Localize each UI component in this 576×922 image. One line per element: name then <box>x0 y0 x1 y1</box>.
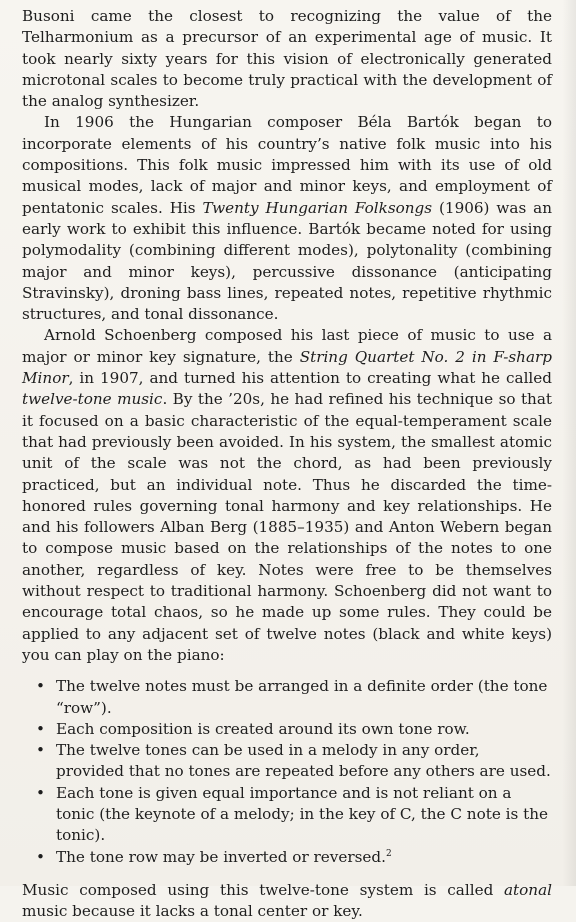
rule-text: The twelve tones can be used in a melody in any order, provided that no tones are repeated before any others are used. <box>56 741 551 781</box>
atonal-text-2: music because it lacks a tonal center or key. <box>22 902 363 921</box>
string-quartet-title: String Quartet No. 2 in F-sharp Minor <box>22 347 552 388</box>
schoenberg-text-1: Arnold Schoenberg composed his last piece of music to use a major or minor key signature, the <box>22 326 552 366</box>
bullet-icon: • <box>36 741 45 760</box>
page-text <box>22 6 552 922</box>
schoenberg-text-3: . By the ’20s, he had refined his technique so that it focused on a basic characteristic of the equal-temperament scale that had previously been avoided. In his system, the smallest atomic unit of the scale was not the chord, as had been previously practiced, but an individual note. Thus he discarded the time-honored rules governing tonal harmony and key relationships. He and his followers Alban Berg (1885–1935) and Anton Webern began to compose music based on the relationships of the notes to one another, regardless of key. Notes were free to be themselves without respect to traditional harmony. Schoenberg did not want to encourage total chaos, so he made up some rules. They could be applied to any adjacent set of twelve notes (black and white keys) you can play on the piano: <box>22 390 552 664</box>
bartok-text-1: In 1906 the Hungarian composer Béla Bartók began to incorporate elements of his country’s native folk music into his compositions. This folk music impressed him with its use of old musical modes, lack of major and minor keys, and employment of pentatonic scales. His <box>22 113 552 217</box>
rule-item <box>22 783 552 847</box>
paragraph-bartok <box>22 112 552 325</box>
rule-item <box>22 676 552 719</box>
paragraph-busoni: Busoni came the closest to recognizing the value of the Telharmonium as a precursor of an experimental age of music. It took nearly sixty years for this vision of electronically generated microtonal scales to become truly practical with the development of the analog synthesizer. <box>22 7 552 111</box>
rule-item <box>22 719 552 740</box>
twelve-tone-term: twelve-tone music <box>22 390 163 409</box>
paragraph-atonal <box>22 880 552 922</box>
rule-item <box>22 740 552 783</box>
bartok-text-2: (1906) was an early work to exhibit this influence. Bartók became noted for using polymodality (combining different modes), polytonality (combining major and minor keys), percussive dissonance (anticipating Stravinsky), droning bass lines, repeated notes, repetitive rhythmic structures, and tonal dissonance. <box>22 198 552 324</box>
schoenberg-text-2: , in 1907, and turned his attention to creating what he called <box>68 369 552 388</box>
paragraph-schoenberg <box>22 325 552 666</box>
twenty-hungarian-folksongs-title: Twenty Hungarian Folksongs <box>202 198 433 217</box>
rule-item <box>22 847 552 868</box>
footnote-reference: 2 <box>385 848 392 859</box>
bullet-icon: • <box>36 719 45 738</box>
bullet-icon: • <box>36 783 45 802</box>
rule-text: The twelve notes must be arranged in a definite order (the tone “row”). <box>56 677 548 717</box>
rule-text: Each tone is given equal importance and is not reliant on a tonic (the keynote of a melody; in the key of C, the C note is the tonic). <box>56 783 549 845</box>
rule-text: Each composition is created around its own tone row. <box>56 719 470 738</box>
rule-text: The tone row may be inverted or reversed. <box>56 847 386 866</box>
atonal-text-1: Music composed using this twelve-tone system is called <box>22 880 504 899</box>
atonal-term: atonal <box>504 880 552 899</box>
bullet-icon: • <box>36 847 45 866</box>
bullet-icon: • <box>36 677 45 696</box>
twelve-tone-rules-list <box>22 676 552 868</box>
